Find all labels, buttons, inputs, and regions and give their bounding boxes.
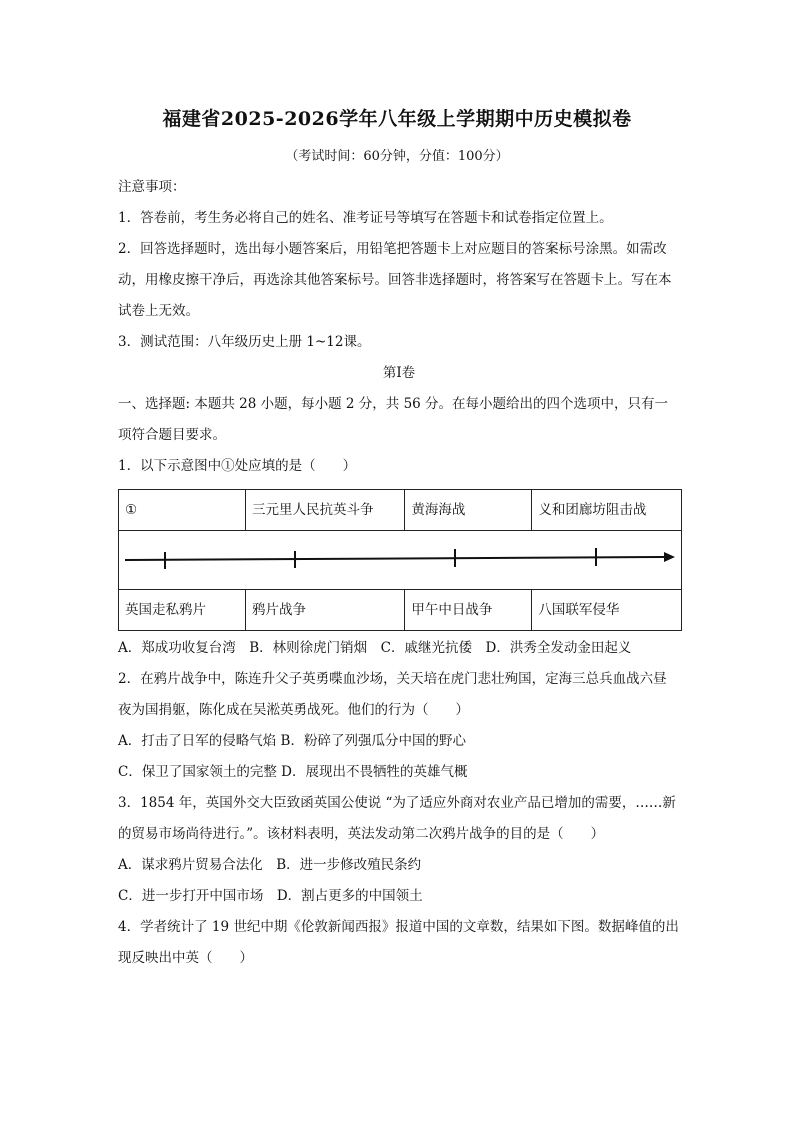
- question-stem: 3．1854 年，英国外交大臣致函英国公使说 “为了适应外商对农业产品已增加的需要，……新的贸易市场尚待进行。”。该材料表明，英法发动第二次鸦片战争的目的是（ ）: [118, 795, 676, 842]
- question-stem: 2．在鸦片战争中，陈连升父子英勇喋血沙场，关天培在虎门悲壮殉国，定海三总兵血战六昼夜为国捐躯，陈化成在吴淞英勇战死。他们的行为（ ）: [118, 671, 667, 718]
- question-options: A．打击了日军的侵略气焰 B．粉碎了列强瓜分中国的野心: [118, 733, 466, 749]
- timeline-arrow: [119, 531, 681, 583]
- timeline-cell: 英国走私鸦片: [119, 590, 246, 631]
- section-label: 第Ⅰ卷: [382, 365, 416, 381]
- question-options: A．郑成功收复台湾 B．林则徐虎门销烟 C．戚继光抗倭 D．洪秀全发动金田起义: [118, 640, 632, 656]
- timeline-cell: 鸦片战争: [246, 590, 405, 631]
- section-intro: 一、选择题: 本题共 28 小题，每小题 2 分，共 56 分。在每小题给出的四个选项中，只有一项符合题目要求。: [118, 396, 669, 443]
- timeline-cell: 八国联军侵华: [532, 590, 682, 631]
- exam-content: [118, 172, 680, 974]
- timeline-cell: 黄海海战: [405, 490, 532, 531]
- question-stem: 1．以下示意图中①处应填的是（ ）: [118, 458, 357, 474]
- question-options: A．谋求鸦片贸易合法化 B．进一步修改殖民条约: [118, 857, 422, 873]
- timeline-cell: ①: [119, 490, 246, 531]
- question-options: C．保卫了国家领土的完整 D．展现出不畏牺牲的英雄气概: [118, 764, 468, 780]
- timeline-bottom-row: [119, 590, 682, 631]
- timeline-table: [118, 489, 682, 631]
- notice-item: 3．测试范围：八年级历史上册 1~12课。: [118, 334, 371, 350]
- timeline-axis-cell: [119, 531, 682, 590]
- timeline-axis-row: [119, 531, 682, 590]
- exam-info: （考试时间：60分钟，分值：100分）: [285, 149, 509, 164]
- notice-item: 1．答卷前，考生务必将自己的姓名、准考证号等填写在答题卡和试卷指定位置上。: [118, 210, 613, 226]
- notice-heading: 注意事项：: [118, 179, 186, 195]
- page-title: 福建省2025-2026学年八年级上学期期中历史模拟卷: [162, 108, 632, 130]
- timeline-top-row: [119, 490, 682, 531]
- arrow-head-icon: [664, 552, 675, 562]
- notice-item: 2．回答选择题时，选出每小题答案后，用铅笔把答题卡上对应题目的答案标号涂黑。如需改动，用橡皮擦干净后，再选涂其他答案标号。回答非选择题时，将答案写在答题卡上。写在本试卷上无效。: [118, 241, 672, 319]
- timeline-cell: 甲午中日战争: [405, 590, 532, 631]
- timeline-cell: 三元里人民抗英斗争: [246, 490, 405, 531]
- question-stem: 4．学者统计了 19 世纪中期《伦敦新闻西报》报道中国的文章数，结果如下图。数据峰值的出现反映出中英（ ）: [118, 919, 679, 966]
- question-options: C．进一步打开中国市场 D．割占更多的中国领土: [118, 888, 423, 904]
- timeline-axis-line: [125, 557, 664, 560]
- timeline-cell: 义和团廊坊阻击战: [532, 490, 682, 531]
